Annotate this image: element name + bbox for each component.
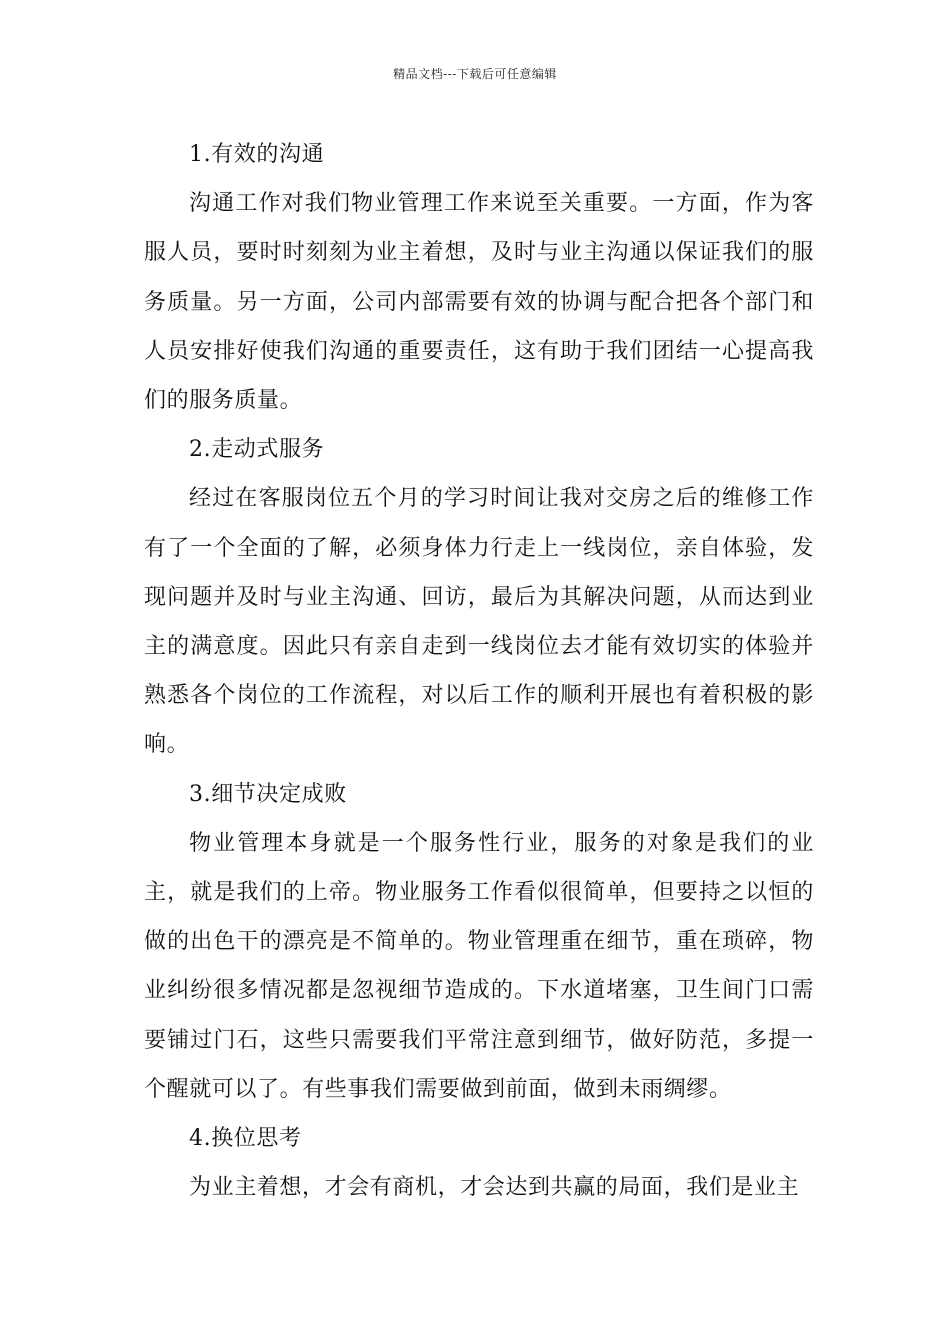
document-body xyxy=(144,130,814,1212)
section-heading-1: 1.有效的沟通 xyxy=(189,142,325,167)
running-header: 精品文档---下载后可任意编辑 xyxy=(393,67,557,81)
section-heading-2: 2.走动式服务 xyxy=(189,437,325,463)
section-heading-3: 3.细节决定成败 xyxy=(189,781,347,807)
paragraph-empathy: 为业主着想，才会有商机，才会达到共赢的局面，我们是业主 xyxy=(189,1175,800,1201)
paragraph-communication: 沟通工作对我们物业管理工作来说至关重要。一方面，作为客服人员，要时时刻刻为业主着想，及时与业主沟通以保证我们的服务质量。另一方面，公司内部需要有效的协调与配合把各个部门和人员安排好使我们沟通的重要责任，这有助于我们团结一心提高我们的服务质量。 xyxy=(144,191,814,414)
section-heading-4: 4.换位思考 xyxy=(189,1126,302,1152)
paragraph-details: 物业管理本身就是一个服务性行业，服务的对象是我们的业主，就是我们的上帝。物业服务工作看似很简单，但要持之以恒的做的出色干的漂亮是不简单的。物业管理重在细节，重在琐碎，物业纠纷很多情况都是忽视细节造成的。下水道堵塞，卫生间门口需要铺过门石，这些只需要我们平常注意到细节，做好防范，多提一个醒就可以了。有些事我们需要做到前面，做到未雨绸缪。 xyxy=(144,830,814,1102)
paragraph-walkabout-service: 经过在客服岗位五个月的学习时间让我对交房之后的维修工作有了一个全面的了解，必须身体力行走上一线岗位，亲自体验，发现问题并及时与业主沟通、回访，最后为其解决问题，从而达到业主的满意度。因此只有亲自走到一线岗位去才能有效切实的体验并熟悉各个岗位的工作流程，对以后工作的顺利开展也有着积极的影响。 xyxy=(144,486,814,758)
